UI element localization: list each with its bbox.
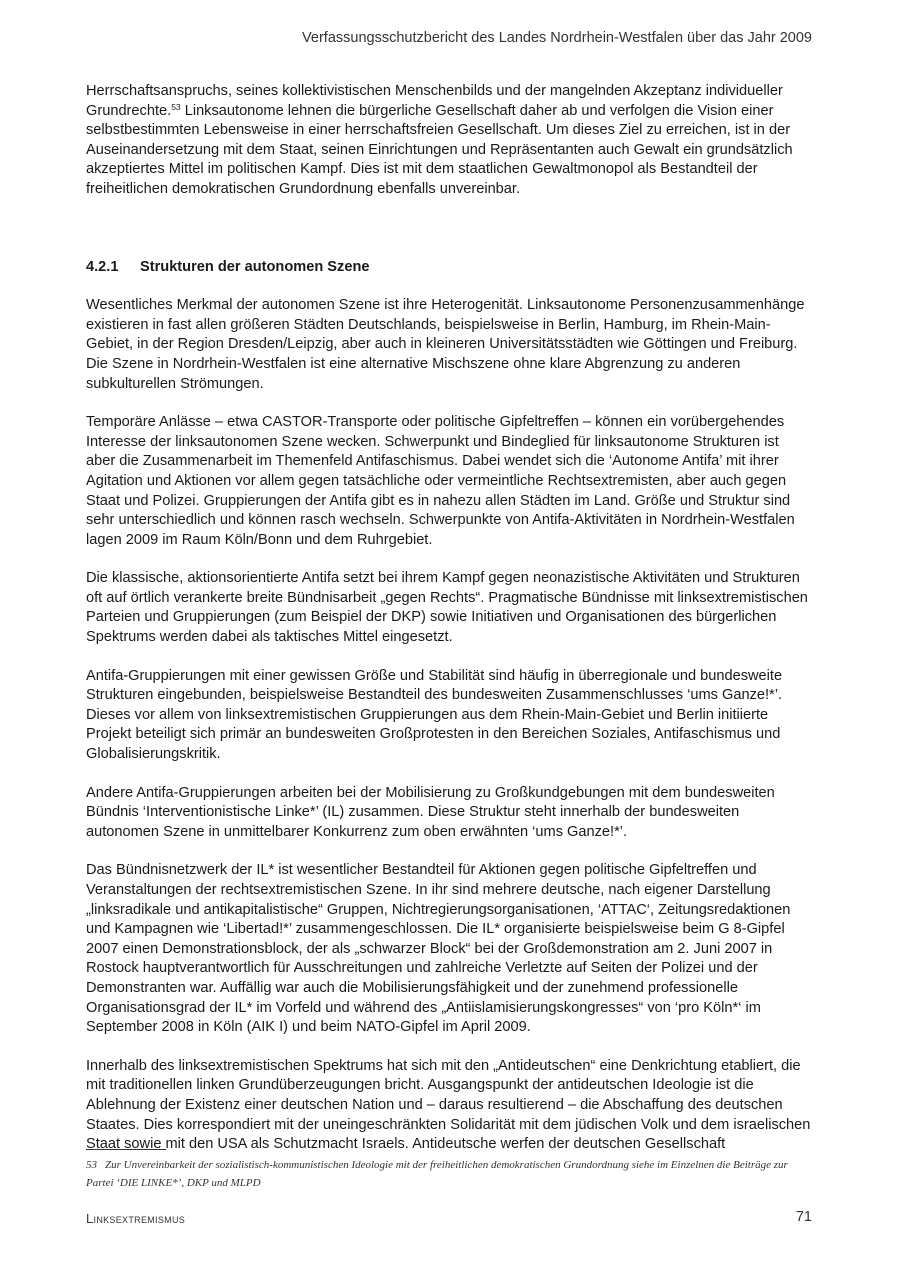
footnote-reference[interactable]: 53	[171, 101, 181, 112]
body-paragraph: Wesentliches Merkmal der autonomen Szene ist ihre Heterogenität. Linksautonome Personenzusammenhänge existieren in fast allen größeren Städten Deutschlands, beispielsweise in Berlin, Hamburg, im Rhein-Main-Gebiet, in der Region Dresden/Leipzig, aber auch in kleineren Universitätsstädten wie Göttingen und Freiburg. Die Szene in Nordrhein-Westfalen ist eine alternative Mischszene ohne klare Abgrenzung zu anderen subkulturellen Strömungen.	[86, 297, 805, 392]
running-header: Verfassungsschutzbericht des Landes Nordrhein-Westfalen über das Jahr 2009	[302, 30, 812, 46]
body-paragraph: Innerhalb des linksextremistischen Spektrums hat sich mit den „Antideutschen“ eine Denkrichtung etabliert, die mit traditionellen linken Grundüberzeugungen bricht. Ausgangspunkt der antideutschen Ideologie ist die Ablehnung der Existenz einer deutschen Nation und – daraus resultierend – die Abschaffung des deutschen Staates. Dies korrespondiert mit der uneingeschränkten Solidarität mit dem jüdischen Volk und dem israelischen Staat sowie mit den USA als Schutzmacht Israels. Antideutsche werfen der deutschen Gesellschaft	[86, 1057, 811, 1153]
body-text	[86, 82, 812, 1174]
body-paragraph: Das Bündnisnetzwerk der IL* ist wesentlicher Bestandteil für Aktionen gegen politische Gipfeltreffen und Veranstaltungen der rechtsextremistischen Szene. In ihr sind mehrere deutsche, nach eigener Darstellung „linksradikale und antikapitalistische“ Gruppen, Nichtregierungsorganisationen, ‘ATTAC‘, Zeitungsredaktionen und Kampagnen wie ‘Libertad!*’ zusammengeschlossen. Die IL* organisierte beispielsweise beim G 8-Gipfel 2007 einen Demonstrationsblock, der als „schwarzer Block“ bei der Großdemonstration am 2. Juni 2007 in Rostock hauptverantwortlich für Ausschreitungen und zahlreiche Verletzte auf Seiten der Polizei und der Demonstranten war. Auffällig war auch die Mobilisierungsfähigkeit und der zunehmend professionelle Organisationsgrad der IL* im Vorfeld und während des „Antiislamisierungskongresses“ von ‘pro Köln*‘ im September 2008 in Köln (AIK I) und beim NATO-Gipfel im April 2009.	[86, 862, 791, 1036]
footnote-number: 53	[86, 1159, 97, 1171]
intro-paragraph	[86, 82, 812, 200]
body-paragraph: Andere Antifa-Gruppierungen arbeiten bei der Mobilisierung zu Großkundgebungen mit dem bundesweiten Bündnis ‘Interventionistische Linke*’ (IL) zusammen. Diese Struktur steht innerhalb der bundesweiten autonomen Szene in unmittelbarer Konkurrenz zum oben erwähnten ‘ums Ganze!*’.	[86, 784, 775, 840]
intro-text-part1: Herrschaftsanspruchs, seines kollektivistischen Menschenbilds und der mangelnden Akzeptanz individueller Grundrechte.	[86, 83, 783, 119]
intro-text-part2: Linksautonome lehnen die bürgerliche Gesellschaft daher ab und verfolgen die Vision einer selbstbestimmten Lebensweise in einer herrschaftsfreien Gesellschaft. Um dieses Ziel zu erreichen, ist in der Auseinandersetzung mit dem Staat, seinen Einrichtungen und Repräsentanten auch Gewalt ein grundsätzlich akzeptiertes Mittel im politischen Kampf. Dies ist mit dem staatlichen Gewaltmonopol als Bestandteil der freiheitlichen demokratischen Grundordnung ebenfalls unvereinbar.	[86, 102, 793, 197]
footnote	[86, 1156, 812, 1192]
body-paragraph: Die klassische, aktionsorientierte Antifa setzt bei ihrem Kampf gegen neonazistische Aktivitäten und Strukturen oft auf örtlich verankerte breite Bündnisarbeit „gegen Rechts“. Pragmatische Bündnisse mit linksextremistischen Parteien und Gruppierungen (zum Beispiel der DKP) sowie Initiativen und Organisationen des bürgerlichen Spektrums werden dabei als taktisches Mittel eingesetzt.	[86, 570, 808, 646]
footer-chapter-label: Linksextremismus	[86, 1211, 186, 1226]
section-title: Strukturen der autonomen Szene	[140, 258, 370, 275]
section-heading	[86, 258, 812, 278]
footnote-text: Zur Unvereinbarkeit der sozialistisch-kommunistischen Ideologie mit der freiheitlichen demokratischen Grundordnung siehe im Einzelnen die Beiträge zur Partei ‘DIE LINKE*’, DKP und MLPD	[86, 1159, 788, 1189]
body-paragraph: Antifa-Gruppierungen mit einer gewissen Größe und Stabilität sind häufig in überregionale und bundesweite Strukturen eingebunden, beispielsweise Bestandteil des bundesweiten Zusammenschlusses ‘ums Ganze!*’. Dieses vor allem von linksextremistischen Gruppierungen aus dem Rhein-Main-Gebiet und Berlin initiierte Projekt beteiligt sich primär an bundesweiten Großprotesten in den Bereichen Soziales, Antifaschismus und Globalisierungskritik.	[86, 667, 783, 763]
body-paragraph: Temporäre Anlässe – etwa CASTOR-Transporte oder politische Gipfeltreffen – können ein vorübergehendes Interesse der linksautonomen Szene wecken. Schwerpunkt und Bindeglied für linksautonome Strukturen ist aber die Zusammenarbeit im Themenfeld Antifaschismus. Dabei wendet sich die ‘Autonome Antifa’ mit ihrer Agitation und Aktionen vor allem gegen tatsächliche oder vermeintliche Rechtsextremisten, aber auch gegen Staat und Polizei. Gruppierungen der Antifa gibt es in nahezu allen Städten im Land. Größe und Struktur sind sehr unterschiedlich und können rasch wechseln. Schwerpunkte von Antifa-Aktivitäten in Nordrhein-Westfalen lagen 2009 im Raum Köln/Bonn und dem Ruhrgebiet.	[86, 414, 795, 548]
section-number: 4.2.1	[86, 258, 119, 275]
footnote-divider	[86, 1149, 166, 1150]
page-number: 71	[795, 1209, 812, 1225]
